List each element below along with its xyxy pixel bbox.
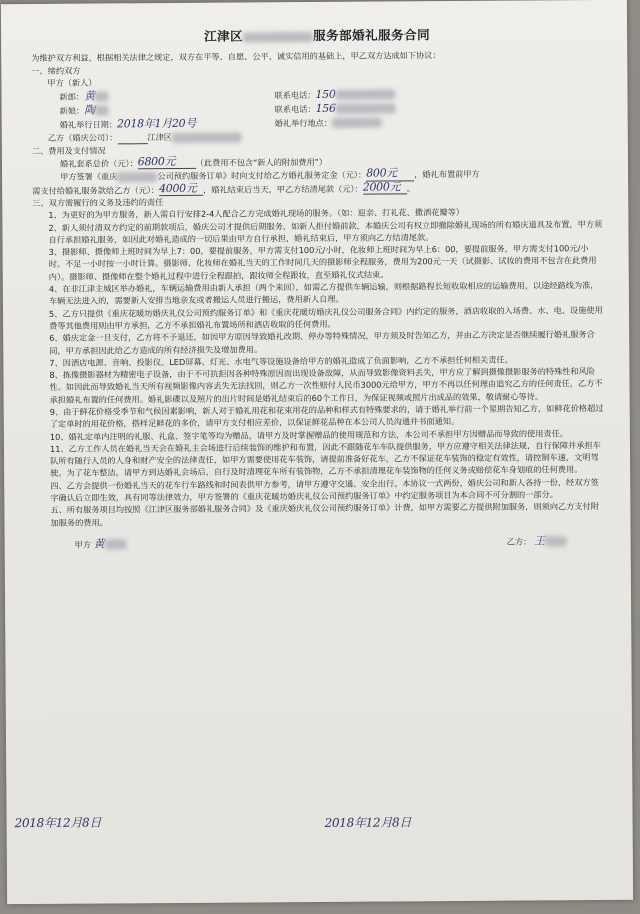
underline [117,143,147,144]
title-suffix: 服务部婚礼服务合同 [313,27,431,44]
groom-phone-label: 联系电话： [274,89,316,101]
balance-text-3: 。 [406,182,415,194]
clause-2: 2、新人须付清双方约定的前期款项后，婚庆公司才提供后期服务，如新人拒付婚前款，本婚庆公司有权立即撤除婚礼现场的所有婚庆道具及布置，甲方须自行承担婚礼服务，如因此对婚礼造成的一切后果由甲方自行承担，婚礼结束后，甲方须向乙方结清尾款。 [48,218,603,245]
redaction-blur [95,106,109,116]
clause-1: 1、为更好的为甲方服务，新人需自行安排2-4人配合乙方完成婚礼现场的服务。（如：迎亲、打礼花、撒酒花瓣等） [48,207,465,221]
contract-paper [1,0,633,904]
redaction-blur [336,90,396,100]
wedding-date-label: 婚礼举行日期： [59,118,118,130]
balance-value: 4000元 [159,182,203,196]
clause-8: 8、拣像摄影器材为精密电子设备，由于不可抗拒因各种特殊原因而出现设备故障，从而导致影像资料丢失，甲方应了解到摄像摄影服务的特殊性和风险性。如因此而导致婚礼当天所有视频影像内容丢失无法找回，则乙方一次性赔付人民币3000元给甲方，甲方不再以任何理由追究乙方的任何责任，乙方不承担婚礼布置的任何费用。婚礼影碟以及照片的出片时间是婚礼结束后的60个工作日，为保证视频或照片出成品的效果，敬请耐心等待。 [49,366,603,405]
preamble: 为维护双方利益，根据相关法律之规定，双方在平等、自愿、公平、诚实信用的基础上，甲乙双方达成如下协议： [31,50,441,64]
clause-5b: 五、所有服务项目均按照《江津区服务部婚礼服务合同》及《重庆婚庆礼仪公司预约服务订单》计费，如甲方需要乙方提供附加服务，则须向乙方支付附加服务的费用。 [50,501,599,528]
deposit-text-1: 甲方签署《重庆 [60,171,118,183]
deposit-text-2: 公司预约服务订单》时向支付给乙方婚礼服务定金（元）： [157,169,367,182]
bride-phone: 156 [315,101,336,115]
clause-7: 7、因酒店电源、音响、投影仪、LED屏幕、灯光、水电气等设施设备给甲方的婚礼造成了负面影响，乙方不承担任何相关责任。 [49,354,513,368]
bride-name: 陶 [84,103,95,117]
redaction-blur [117,172,157,182]
title-prefix: 江津区 [204,28,244,44]
package-total-note: （此费用不包含“新人的附加费用”） [195,156,328,168]
party-b-sign: 王 [533,534,545,548]
deposit-value: 800元 [366,168,414,182]
section-3-heading: 三、双方需履行的义务及违约的责任 [32,197,164,208]
contract-content [31,28,607,551]
deposit-text-3: ，婚礼布置前甲方 [414,169,480,180]
signature-row [35,535,607,551]
clause-10: 10、婚礼定单内注明的礼服、礼盒、签字笔等均为赠品，请甲方及时掌握赠品的使用规范和方法，本公司不承担甲方因赠品而导致的使用责任。 [49,427,568,442]
redaction-blur [545,537,567,547]
redaction-blur [336,104,396,114]
party-b-date: 2018年12月8日 [324,815,412,830]
groom-name: 黄 [84,89,95,103]
contract-title [31,28,603,44]
final-payment-value: 2000元 [363,181,407,195]
redaction-blur [332,118,382,128]
groom-phone: 150 [315,87,336,101]
section-2-heading: 二、费用及支付情况 [31,145,106,156]
party-b-signature-label: 乙方： [506,536,532,547]
groom-label: 新郎： [59,91,85,102]
party-b-value: 江津区 [147,132,173,143]
clause-4: 4、在非江津主城区举办婚礼，车辆运输费用由新人承担（两个来回），如需乙方提供车辆运输，则根据路程长短收取相应的运输费用，以途经路线为准，车辆无法进入的，需要新人安排当地亲友或者搬运人员进行搬运，费用新人自理。 [48,280,599,307]
party-a-date: 2018年12月8日 [14,815,102,831]
party-a-signature-label: 甲方 [74,539,92,550]
party-a-sign: 黄 [93,537,105,551]
bride-label: 新娘： [59,105,85,116]
redaction-blur [172,132,242,142]
package-total-value: 6800元 [138,156,196,170]
clause-6: 6、婚庆定金一旦支付，乙方将不予退还，如因甲方原因导致婚礼改期、停办等特殊情况，甲方须及时告知乙方，并由乙方决定是否继续履行婚礼服务合同，甲方承担因此给乙方造成的所有经济损失及增加费用。 [49,329,595,356]
clause-4b: 四、乙方会提供一份婚礼当天的花车行车路线和时间表供甲方参考，请甲方遵守交通、安全出行。本协议一式两份，婚庆公司和新人各持一份，经双方签字确认后立即生效，具有同等法律效力，甲方签署的《重庆花暖坊婚庆礼仪公司预约服务订单》中约定服务项目为本合同不可分割的一部分。 [50,476,599,503]
party-b-label: 乙方（婚庆公司）： [47,132,118,144]
wedding-venue-label: 婚礼举行地点： [274,117,333,128]
balance-text-1: 需支付给婚礼服务款给乙方（元）： [32,184,160,196]
clause-3: 3、摄影师、摄像师上班时间为早上7：00，要提前服务，甲方需支付100元/小时，化妆师上班时间为早上6：00，要提前服务，甲方需支付100元/小时。不足一小时按一小时计算。摄影师、化妆师在婚礼当天的工作时间几天的摄影师全程服务，费用为200元一天（试摄影、试妆的费用不包含在此费用内）。摄影师、摄像师在整个婚礼过程中进行全程跟拍，跟妆师全程跟妆，直至婚礼仪式结束。 [48,243,597,282]
clause-5: 5、乙方只提供《重庆花暖坊婚庆礼仪公司预约服务订单》和《重庆花暖坊婚庆礼仪公司服务合同》内约定的服务，酒店收取的入场费、水、电、设施使用费等其他费用则由甲方承担，乙方不承担婚礼布置场所和酒店收取的任何费用。 [48,304,603,331]
redaction-blur [243,32,313,42]
party-a-signature [75,538,127,551]
party-b-signature [507,535,567,548]
wedding-date-value: 2018年1月20号 [116,116,197,130]
redaction-blur [95,92,109,102]
bride-phone-label: 联系电话： [274,103,316,114]
redaction-blur [104,540,126,550]
clause-9: 9、由于鲜花价格受季节和气候因素影响，新人对于婚礼用花和花束用花的品种和样式有特殊要求的，请于婚礼举行前一个星期告知乙方，如鲜花价格超过了定单时的用花价格，搭样足鲜花的多价，请甲方支付相应差价，以保证鲜花品种在本公司人员沟通并书面通知。 [49,402,604,430]
section-1-heading: 一、缔约双方 [31,65,81,76]
party-a-label: 甲方（新人） [47,77,97,88]
package-total-label: 婚礼套系总价（元）： [59,158,138,169]
clause-11: 11、乙方工作人员在婚礼当天会在婚礼主会场进行后续装饰的维护和布置，因此不跟随花车车队提供服务，甲方应遵守相关法律法规，自行保障并承担车队所有随行人员的人身和财产安全的法律责任，如甲方需要使用花车装饰，请提前准备好花车，乙方不保证花车装饰的稳定有效性，请控制车速，文明驾驶。为了花车整洁，请甲方到达婚礼会场后，自行及时清理花车所有装饰物，乙方不承担清理花车装饰物的任何义务或赔偿花车身划痕的任何费用。 [49,439,601,479]
balance-text-2: ，婚礼结束后当天，甲乙方结清尾款（元）： [203,183,363,195]
